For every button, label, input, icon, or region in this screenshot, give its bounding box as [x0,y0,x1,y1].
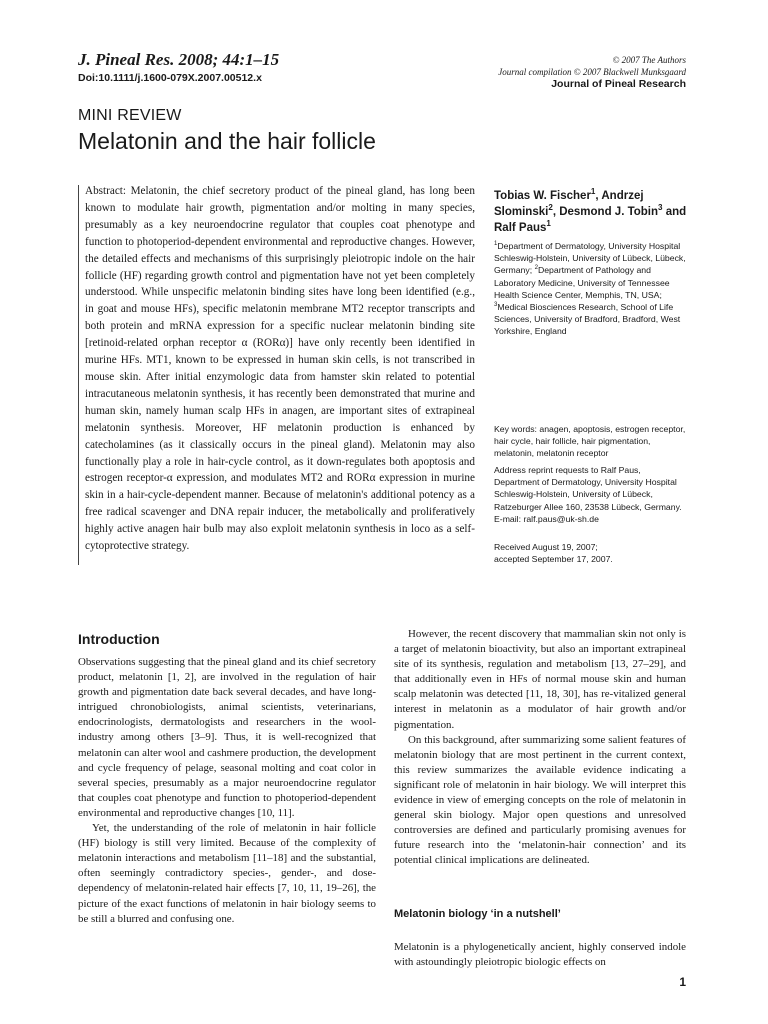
paragraph: On this background, after summarizing some salient features of melatonin biology that are most pertinent in the current context, this review summarizes the available evidence indicating a significant role of melatonin in hair biology. We will interpret this evidence in view of emerging concepts on the role of melatonin in general skin biology. Major open questions and unresolved controversies are defined and particularly promising avenues for future research into the ‘melatonin-hair connection’ and its potential clinical implications are delineated. [394,733,686,867]
affil-sup: 3 [494,301,498,309]
melatonin-biology-heading: Melatonin biology ‘in a nutshell’ [394,908,561,920]
author-and: and [665,206,687,218]
affiliation: Medical Biosciences Research, School of Life Sciences, University of Bradford, Bradford, West Yorkshire, England [494,302,681,337]
author-name: Ralf Paus [494,222,547,234]
doi[interactable]: Doi:10.1111/j.1600-079X.2007.00512.x [78,72,262,84]
paragraph: However, the recent discovery that mammalian skin not only is a target of melatonin bioactivity, but also an important extrapineal site of its synthesis, regulation and metabolism [13, 27–29], and that additionally even in HFs of normal mouse skin and human scalp melatonin was detected [11, 18, 30], has re-vitalized general interest in melatonin as a modulator of hair growth and/or pigmentation. [394,628,686,731]
article-title: Melatonin and the hair follicle [78,128,376,154]
section-label: MINI REVIEW [78,107,182,124]
email-link[interactable]: E-mail: ralf.paus@uk-sh.de [494,513,599,524]
right-column [394,627,686,869]
abstract-text: Abstract: Melatonin, the chief secretory product of the pineal gland, has long been known to modulate hair growth, pigmentation and/or molting in many species, presumably as a key neuroendocrine regulator that couples coat phenotype and function to photoperiod-dependent environmental and reproductive changes. However, the detailed effects and mechanisms of this surprisingly pleiotropic indole on the hair follicle (HF) regarding growth control and pigmentation have not yet been completely understood. While unspecific melatonin binding sites have long been identified (e.g., in goat and mouse HFs), specific melatonin membrane MT2 receptor transcripts and both protein and mRNA expression for a specific nuclear melatonin binding site [retinoid-related orphan receptor α (RORα)] have only recently been identified in murine HFs. MT1, known to be expressed in human skin cells, is not transcribed in mouse skin. After initial enzymologic data from hamster skin related to potential intracutaneous melatonin synthesis, it has recently been demonstrated that murine and human skin, namely human scalp HFs in anagen, are important sites of extrapineal melatonin synthesis. Moreover, HF melatonin production is enhanced by catecholamines (as it classically occurs in the pineal gland). Melatonin may also functionally play a role in hair-cycle control, as it down-regulates both apoptosis and estrogen receptor-α expression, and modulates MT2 and RORα expression in murine skin in a hair-cycle-dependent manner. Because of melatonin's additional potency as a free radical scavenger and DNA repair inducer, the metabolically and proliferatively highly active anagen hair bulb may also exploit melatonin synthesis in loco as a self-cytoprotective strategy. [85,185,475,553]
author-name: Andrzej Slominski [494,190,644,218]
author-list: Tobias W. Fischer$^1$, Andrzej Slominski$^2$, Desmond J. Tobin$^3$ and Ralf Paus$^1$ [494,187,687,234]
accepted-date: accepted September 17, 2007. [494,554,613,565]
introduction-heading: Introduction [78,631,160,647]
affil-sup: 2 [534,264,538,272]
author-sup: 1 [590,187,596,197]
paragraph: Melatonin is a phylogenetically ancient, highly conserved indole with astoundingly pleiotropic biologic effects on [394,940,686,968]
affiliation: Department of Dermatology, University Hospital Schleswig-Holstein, University of Lübeck, Lübeck, Germany; [494,241,686,276]
paragraph: Observations suggesting that the pineal gland and its chief secretory product, melatonin [1, 2], are involved in the regulation of hair growth and pigmentation date back several decades, and have long-intrigued chronobiologists, animal scientists, veterinarians, endocrinologists, dermatologists and researchers in the wool-industry among others [3–9]. Thus, it is well-recognized that melatonin can alter wool and cashmere production, the development and cycle frequency of pelage, seasonal molting and coat color in several species, presumably as a major neuroendocrine regulator that couples coat phenotype and function to photoperiod-dependent environmental and reproductive changes [10, 11]. [78,656,376,819]
affiliation: Department of Pathology and Laboratory Medicine, University of Tennessee Health Science Center, Memphis, TN, USA; [494,265,670,300]
affil-sup: 1 [494,240,498,248]
address-text: Address reprint requests to Ralf Paus, Department of Dermatology, University Hospital Schleswig-Holstein, University of Lübeck, Ratzeburger Allee 160, 23538 Lübeck, Germany. [494,465,682,512]
correspondence-address [494,464,686,525]
page-number: 1 [679,975,686,989]
received-date: Received August 19, 2007; [494,542,598,552]
author-sup: 3 [658,203,663,213]
keywords: Key words: anagen, apoptosis, estrogen receptor, hair cycle, hair follicle, hair pigmentation, melatonin, melatonin receptor [494,424,686,459]
author-name: Tobias W. Fischer [494,190,591,202]
copyright-line: © 2007 The Authors [612,55,686,65]
author-sup: 2 [548,203,553,213]
author-name: Desmond J. Tobin [559,206,659,218]
journal-citation: J. Pineal Res. 2008; 44:1–15 [78,50,280,69]
received-dates [494,541,686,565]
right-column-continued [394,929,686,981]
affiliations [494,240,686,338]
paragraph: Yet, the understanding of the role of melatonin in hair follicle (HF) biology is still very limited. Because of the complexity of melatonin interactions and metabolism [11–18] and the substantial, often seemingly contradictory species-, gender-, and dose-dependency of melatonin-related hair effects [7, 10, 11, 19–26], the picture of the exact functions of melatonin in hair biology seems to be still a blurred and confusing one. [78,822,376,925]
author-sup: 1 [546,219,551,229]
journal-name: Journal of Pineal Research [551,78,686,90]
compilation-line: Journal compilation © 2007 Blackwell Munksgaard [498,67,686,77]
left-column [78,655,376,927]
